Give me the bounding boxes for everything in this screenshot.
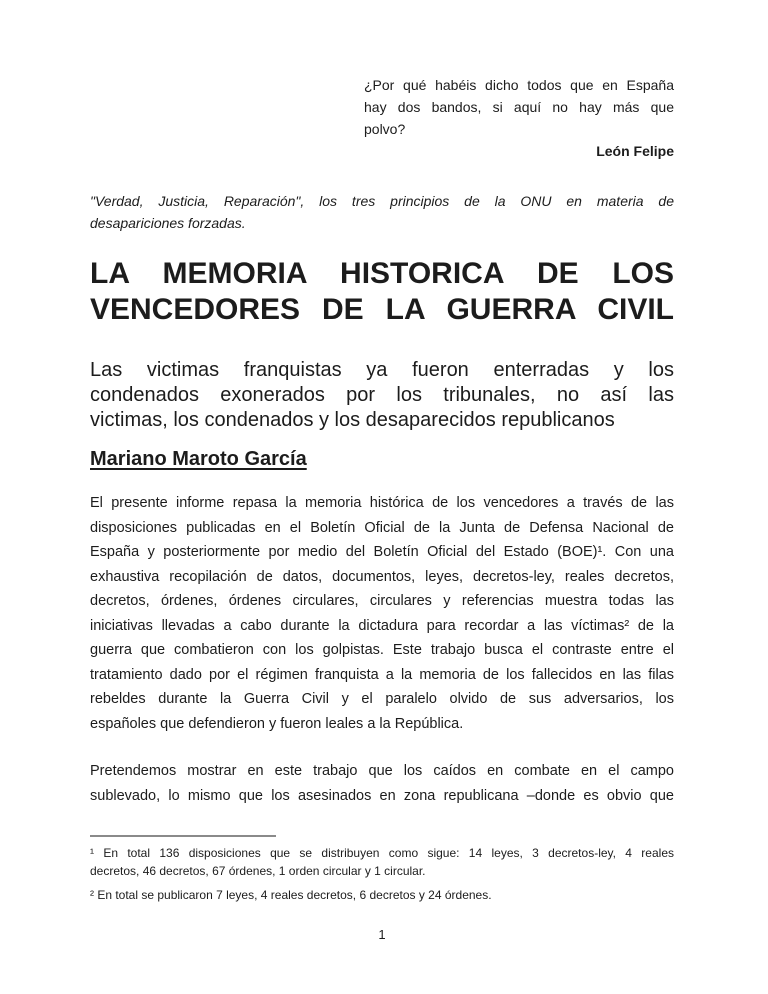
subtitle bbox=[90, 358, 674, 433]
body-line: Pretendemos mostrar en este trabajo que los caídos en combate en el campo bbox=[90, 763, 674, 779]
body-line: guerra que combatieron con los golpistas. Este trabajo busca el contraste entre el bbox=[90, 642, 674, 658]
subtitle-line: condenados exonerados por los tribunales, no así las bbox=[90, 384, 674, 406]
epigraph-line: ¿Por qué habéis dicho todos que en España bbox=[364, 77, 674, 93]
author-name: Mariano Maroto García bbox=[90, 448, 307, 470]
footnote-line: ¹ En total 136 disposiciones que se distribuyen como sigue: 14 leyes, 3 decretos-ley, 4 reales bbox=[90, 846, 674, 860]
epigraph bbox=[364, 74, 674, 162]
body-line: tratamiento dado por el régimen franquista a la memoria de los fallecidos en las filas bbox=[90, 666, 674, 683]
footnote-line: decretos, 46 decretos, 67 órdenes, 1 orden circular y 1 circular. bbox=[90, 863, 426, 878]
body-line: rebeldes durante la Guerra Civil y el paralelo olvido de sus adversarios, los bbox=[90, 691, 674, 707]
body-line: disposiciones publicadas en el Boletín Oficial de la Junta de Defensa Nacional de bbox=[90, 519, 674, 536]
body-paragraph-1 bbox=[90, 491, 674, 736]
page-number: 1 bbox=[378, 926, 386, 942]
author-heading bbox=[90, 447, 674, 471]
body-paragraph-2 bbox=[90, 759, 674, 808]
document-title bbox=[90, 256, 674, 328]
lede-line: "Verdad, Justicia, Reparación", los tres principios de la ONU en materia de bbox=[90, 193, 674, 209]
body-line: sublevado, lo mismo que los asesinados en zona republicana –donde es obvio que bbox=[90, 787, 674, 804]
footnote-1 bbox=[90, 845, 674, 880]
body-line: exhaustiva recopilación de datos, documentos, leyes, decretos-ley, reales decretos, bbox=[90, 568, 674, 585]
lede-paragraph bbox=[90, 190, 674, 234]
document-title-line: LA MEMORIA HISTORICA DE LOS bbox=[90, 257, 674, 290]
footnote-line: ² En total se publicaron 7 leyes, 4 reales decretos, 6 decretos y 24 órdenes. bbox=[90, 888, 492, 902]
body-line: españoles que defendieron y fueron leales a la República. bbox=[90, 715, 464, 732]
lede-line: desapariciones forzadas. bbox=[90, 215, 246, 231]
footnote-2 bbox=[90, 887, 674, 905]
epigraph-attribution: León Felipe bbox=[596, 143, 674, 159]
body-line: El presente informe repasa la memoria histórica de los vencedores a través de las bbox=[90, 495, 674, 511]
body-line: iniciativas llevadas a cabo durante la dictadura para recordar a las víctimas² de la bbox=[90, 617, 674, 634]
body-line: España y posteriormente por medio del Boletín Oficial del Estado (BOE)¹. Con una bbox=[90, 544, 674, 560]
document-title-line: VENCEDORES DE LA GUERRA CIVIL bbox=[90, 293, 674, 326]
epigraph-line: hay dos bandos, si aquí no hay más que bbox=[364, 99, 674, 115]
subtitle-line: Las victimas franquistas ya fueron enterradas y los bbox=[90, 359, 674, 381]
footnote-separator bbox=[90, 835, 276, 837]
body-line: decretos, órdenes, órdenes circulares, circulares y referencias muestra todas las bbox=[90, 593, 674, 609]
subtitle-line: victimas, los condenados y los desaparecidos republicanos bbox=[90, 409, 615, 431]
epigraph-line: polvo? bbox=[364, 121, 406, 137]
